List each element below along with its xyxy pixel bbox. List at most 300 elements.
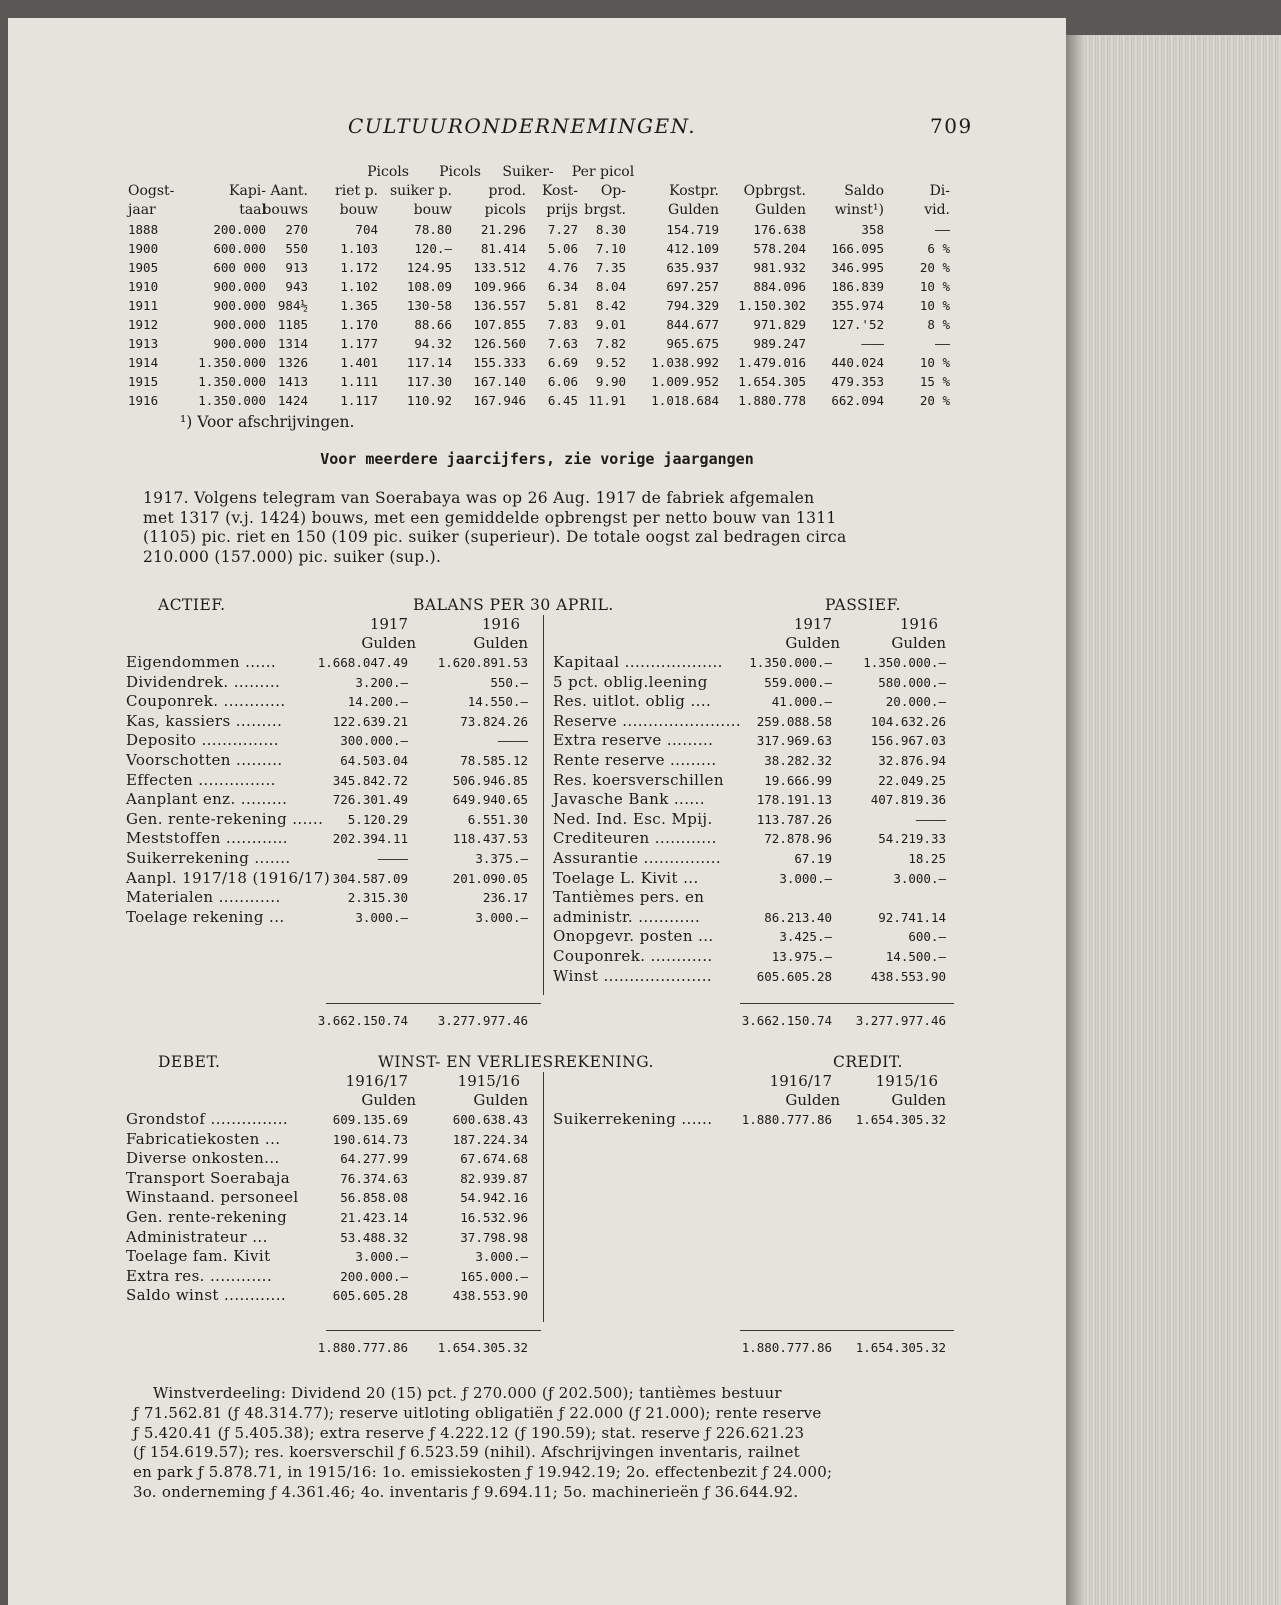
table-cell: 1911 [128,298,159,313]
table-cell: 8 % [927,317,950,332]
line-item-value: 600.— [908,929,946,945]
table-cell: 1.150.302 [738,298,806,313]
table-cell: 412.109 [666,241,719,256]
table-cell: 127.'52 [831,317,884,332]
line-item-label: Extra res. ............ [126,1266,273,1285]
line-item-label: Toelage fam. Kivit [126,1247,271,1266]
document-page [8,18,1066,1605]
line-item-value: 54.942.16 [460,1190,528,1206]
total-value: 3.277.977.46 [437,1013,528,1028]
table-cell: 1.880.778 [738,393,806,408]
column-unit: Gulden [473,1091,528,1109]
line-item-value: ———— [915,811,946,827]
table-cell: 1912 [128,317,159,332]
table-cell: 1326 [277,355,308,370]
line-item-value: 16.532.96 [460,1210,528,1225]
line-item-value: 21.423.14 [340,1210,408,1225]
line-item-label: Rente reserve ......... [553,751,717,769]
table-cell: 6.69 [547,355,578,370]
table-cell: 1.350.000 [198,355,266,370]
line-item-label: Voorschotten ......... [126,751,283,769]
table-header-cell: Aant. [270,183,308,199]
table-cell: 1905 [128,260,159,275]
table-row [8,298,1066,318]
table-header-cell: taal [239,202,266,218]
table-cell: 1.009.952 [651,374,719,389]
line-item-value: 345.842.72 [332,772,408,788]
line-item-value: 259.088.58 [756,713,832,729]
table-cell: 1413 [277,374,308,389]
section-title-left: DEBET. [158,1053,221,1071]
table-cell: 126.560 [473,336,526,351]
table-cell: 6.06 [547,374,578,389]
table-cell: 635.937 [666,260,719,275]
table-header-cell: Di- [929,183,950,199]
table-cell: 117.14 [406,355,452,370]
table-header-cell: Opbrgst. [743,183,806,199]
previous-years-note: Voor meerdere jaarcijfers, zie vorige jaargangen [320,450,754,468]
table-cell: 1.103 [340,241,378,256]
line-item-value: 86.213.40 [764,909,832,925]
line-item-label: Extra reserve ......... [553,731,714,750]
line-item-value: 113.787.26 [756,811,832,827]
table-cell: 5.81 [547,298,578,313]
table-cell: 167.946 [473,393,526,408]
line-item-value: 609.135.69 [332,1112,408,1127]
line-item-value: 649.940.65 [452,792,528,808]
line-item-value: 3.200.— [355,674,408,690]
table-cell: 10 % [919,279,950,294]
total-value: 3.662.150.74 [317,1013,408,1028]
column-unit: Gulden [473,634,528,652]
line-item-value: 156.967.03 [870,733,946,749]
table-cell: 1.102 [340,279,378,294]
paragraph-line: ƒ 5.420.41 (ƒ 5.405.38); extra reserve ƒ 4.222.12 (ƒ 190.59); stat. reserve ƒ 226.621.23 [133,1423,805,1442]
table-cell: 913 [285,260,308,275]
line-item-label: Toelage rekening ... [126,907,285,926]
table-cell: 600.000 [213,241,266,256]
line-item-value: 1.620.891.53 [437,655,528,670]
line-item-label: Dividendrek. ......... [126,672,281,691]
line-item-label: Winstaand. personeel [126,1188,299,1207]
line-item-label: Administrateur ... [126,1227,268,1246]
line-item-value: 1.654.305.32 [855,1112,946,1127]
line-item-value: 3.000.— [475,909,528,925]
table-cell: 7.10 [595,241,626,256]
table-header-cell: Picols [367,164,409,180]
section-title-center: WINST- EN VERLIESREKENING. [378,1053,654,1071]
book-page-edges [1066,35,1281,1605]
line-item-value: 550.— [490,674,528,690]
line-item-value: 122.639.21 [332,713,408,729]
table-cell: 6 % [927,241,950,256]
line-item-value: 20.000.— [885,694,946,710]
table-cell: 94.32 [414,336,452,351]
table-cell: 1.365 [340,298,378,313]
table-header-cell: riet p. [335,183,378,199]
table-cell: 9.52 [595,355,626,370]
table-cell: 7.83 [547,317,578,332]
table-cell: 155.333 [473,355,526,370]
table-cell: 107.855 [473,317,526,332]
section-title-right: PASSIEF. [825,596,901,614]
line-item-value: 1.880.777.86 [741,1112,832,1127]
table-cell: 4.76 [547,260,578,275]
table-cell: 900.000 [213,336,266,351]
line-item-label: Couponrek. ............ [126,692,286,711]
table-cell: 10 % [919,355,950,370]
line-item-value: 22.049.25 [878,772,946,788]
table-cell: 20 % [919,393,950,408]
table-cell: 88.66 [414,317,452,332]
line-item-value: 92.741.14 [878,909,946,925]
table-cell: 479.353 [831,374,884,389]
column-unit: Gulden [361,1091,416,1109]
table-row [8,241,1066,261]
line-item-label: 5 pct. oblig.leening [553,672,708,691]
table-row [8,279,1066,299]
table-row [8,393,1066,413]
table-cell: 900.000 [213,279,266,294]
line-item-value: 3.375.— [475,851,528,866]
column-unit: Gulden [891,634,946,652]
table-header-cell: Op- [600,183,626,199]
table-cell: 167.140 [473,374,526,389]
table-cell: 117.30 [406,374,452,389]
table-cell: 5.06 [547,241,578,256]
total-value: 1.880.777.86 [317,1340,408,1355]
table-header-cell: bouw [339,202,378,218]
table-cell: 133.512 [473,260,526,275]
table-cell: 15 % [919,374,950,389]
line-item-value: 3.000.— [893,870,946,886]
line-item-label: Suikerrekening ....... [126,849,291,867]
line-item-value: 165.000.— [460,1268,528,1284]
table-header-cell: Saldo [844,183,884,199]
column-unit: Gulden [785,634,840,652]
table-header-cell: winst¹) [834,202,884,218]
table-cell: 1910 [128,279,159,294]
line-item-value: 3.000.— [475,1249,528,1265]
table-header-cell: Kost- [541,183,578,199]
table-header-cell: prijs [546,202,578,218]
column-year: 1916/17 [345,1072,408,1090]
line-item-value: 190.614.73 [332,1131,408,1147]
column-year: 1917 [793,615,832,633]
table-header-cell: Per picol [571,164,635,180]
line-item-value: 18.25 [908,851,946,866]
table-cell: 20 % [919,260,950,275]
line-item-value: 13.975.— [771,949,832,964]
line-item-value: 104.632.26 [870,713,946,729]
table-cell: 900.000 [213,298,266,313]
line-item-value: 236.17 [482,890,528,906]
table-header-cell: vid. [924,202,950,218]
table-cell: 1.350.000 [198,393,266,408]
line-item-label: Assurantie ............... [553,849,722,867]
table-cell: 8.04 [595,279,626,294]
line-item-label: Winst ..................... [553,966,713,985]
table-cell: 1.018.684 [651,393,719,408]
line-item-label: Toelage L. Kivit ... [553,868,699,887]
column-year: 1916 [481,615,520,633]
table-cell: 176.638 [753,222,806,237]
table-cell: 578.204 [753,241,806,256]
line-item-label: Saldo winst ............ [126,1286,287,1305]
line-item-value: 64.277.99 [340,1151,408,1167]
line-item-value: 3.000.— [355,1249,408,1265]
table-cell: 7.82 [595,336,626,351]
table-cell: 11.91 [588,393,626,408]
table-cell: 1.401 [340,355,378,370]
table-header-cell: Oogst- [128,183,175,199]
line-item-value: 14.200.— [347,694,408,710]
total-rule [326,1003,541,1004]
table-cell: 9.90 [595,374,626,389]
table-cell: —— [934,222,950,237]
line-item-value: 187.224.34 [452,1131,528,1147]
table-cell: 884.096 [753,279,806,294]
table-cell: 1.479.016 [738,355,806,370]
line-item-label: Ned. Ind. Esc. Mpij. [553,809,713,828]
line-item-label: Kas, kassiers ......... [126,711,283,730]
table-cell: 1913 [128,336,159,351]
line-item-label: Res. koersverschillen [553,770,724,789]
table-cell: 1.172 [340,260,378,275]
line-item-value: 317.969.63 [756,733,832,749]
line-item-label: Effecten ............... [126,770,276,789]
table-cell: ——— [861,336,884,351]
paragraph-line: Winstverdeeling: Dividend 20 (15) pct. ƒ 270.000 (ƒ 202.500); tantièmes bestuur [153,1384,782,1402]
table-cell: 981.932 [753,260,806,275]
line-item-label: Aanplant enz. ......... [126,790,288,809]
line-item-value: 82.939.87 [460,1170,528,1186]
column-unit: Gulden [361,634,416,652]
table-cell: 166.095 [831,241,884,256]
table-row [8,260,1066,280]
line-item-label: Meststoffen ............ [126,829,288,848]
table-cell: 900.000 [213,317,266,332]
table-cell: 704 [355,222,378,237]
line-item-value: 76.374.63 [340,1170,408,1186]
line-item-label: Diverse onkosten... [126,1149,280,1168]
table-cell: 6.45 [547,393,578,408]
table-cell: 1.177 [340,336,378,351]
page-number: 709 [930,114,973,138]
total-rule [740,1330,954,1331]
line-item-value: 64.503.04 [340,753,408,768]
table-cell: 971.829 [753,317,806,332]
line-item-value: 72.878.96 [764,831,832,847]
line-item-value: 438.553.90 [870,968,946,984]
line-item-value: 506.946.85 [452,772,528,788]
table-cell: 120.— [414,241,452,256]
column-year: 1916/17 [769,1072,832,1090]
line-item-value: 38.282.32 [764,753,832,768]
total-value: 3.662.150.74 [741,1013,832,1028]
table-cell: 1888 [128,222,159,237]
line-item-value: 5.120.29 [347,811,408,827]
table-cell: 6.34 [547,279,578,294]
table-cell: 108.09 [406,279,452,294]
table-cell: 154.719 [666,222,719,237]
table-header-cell: prod. [488,183,526,199]
column-year: 1915/16 [457,1072,520,1090]
table-cell: 1.111 [340,374,378,389]
table-cell: 1.038.992 [651,355,719,370]
line-item-value: 41.000.— [771,694,832,710]
line-item-label: Onopgevr. posten ... [553,927,714,946]
table-cell: 1424 [277,393,308,408]
table-cell: 600 000 [213,260,266,275]
line-item-value: 67.674.68 [460,1151,528,1167]
column-unit: Gulden [785,1091,840,1109]
line-item-value: 54.219.33 [878,831,946,847]
total-value: 1.654.305.32 [437,1340,528,1355]
line-item-label: Transport Soerabaja [126,1168,291,1187]
table-header-cell: bouws [262,202,308,218]
section-title-left: ACTIEF. [158,596,226,614]
table-header-cell: bouw [413,202,452,218]
column-divider [543,1072,544,1322]
line-item-label: Res. uitlot. oblig .... [553,692,712,711]
table-header-cell: brgst. [584,202,626,218]
table-cell: 697.257 [666,279,719,294]
line-item-value: 605.605.28 [332,1288,408,1304]
table-cell: 200.000 [213,222,266,237]
table-cell: 1914 [128,355,159,370]
table-cell: 9.01 [595,317,626,332]
table-cell: 346.995 [831,260,884,275]
line-item-label: Gen. rente-rekening ...... [126,809,324,828]
table-cell: 1900 [128,241,159,256]
table-row [8,336,1066,356]
column-unit: Gulden [891,1091,946,1109]
table-cell: 662.094 [831,393,884,408]
line-item-value: 3.425.— [779,929,832,945]
line-item-value: 67.19 [794,851,832,866]
column-divider [543,615,544,995]
line-item-value: 407.819.36 [870,792,946,808]
line-item-value: 300.000.— [340,733,408,749]
column-year: 1916 [899,615,938,633]
table-header-cell: Gulden [668,202,719,218]
table-cell: 270 [285,222,308,237]
line-item-label: Deposito ............... [126,731,279,750]
table-cell: —— [934,336,950,351]
line-item-value: 37.798.98 [460,1229,528,1245]
table-cell: 440.024 [831,355,884,370]
line-item-label: administr. ............ [553,907,701,926]
line-item-value: 14.500.— [885,949,946,964]
line-item-label: Gen. rente-rekening [126,1208,288,1226]
table-header-cell: Suiker- [502,164,554,180]
line-item-value: 600.638.43 [452,1112,528,1127]
table-header-cell: suiker p. [389,183,452,199]
line-item-value: 605.605.28 [756,968,832,984]
paragraph-line: (ƒ 154.619.57); res. koersverschil ƒ 6.523.59 (nihil). Afschrijvingen inventaris, railnet [133,1443,800,1462]
table-cell: 1.350.000 [198,374,266,389]
table-header-row [8,164,1066,184]
paragraph-line: (1105) pic. riet en 150 (109 pic. suiker (superieur). De totale oogst zal bedragen circa [143,528,847,546]
line-item-value: 1.350.000.— [749,655,832,670]
section-title-right: CREDIT. [833,1053,903,1071]
table-cell: 794.329 [666,298,719,313]
line-item-label: Tantièmes pers. en [553,888,705,907]
line-item-value: 56.858.08 [340,1190,408,1206]
line-item-value: ———— [377,851,408,866]
line-item-label: Eigendommen ...... [126,653,277,671]
line-item-label: Materialen ............ [126,888,281,907]
table-cell: 1.170 [340,317,378,332]
table-cell: 355.974 [831,298,884,313]
table-cell: 1915 [128,374,159,389]
table-cell: 1916 [128,393,159,408]
line-item-label: Kapitaal ................... [553,653,723,671]
table-cell: 81.414 [480,241,526,256]
line-item-value: 14.550.— [467,694,528,710]
table-cell: 78.80 [414,222,452,237]
table-row [8,374,1066,394]
total-value: 1.880.777.86 [741,1340,832,1355]
paragraph-line: met 1317 (v.j. 1424) bouws, met een gemiddelde opbrengst per netto bouw van 1311 [143,508,837,527]
line-item-value: 1.350.000.— [863,655,946,670]
section-title-center: BALANS PER 30 APRIL. [413,596,614,614]
paragraph-line: en park ƒ 5.878.71, in 1915/16: 1o. emissiekosten ƒ 19.942.19; 2o. effectenbezit ƒ 24.000; [133,1463,833,1482]
table-cell: 136.557 [473,298,526,313]
table-cell: 984½ [277,298,308,313]
table-cell: 1185 [277,317,308,332]
table-cell: 110.92 [406,393,452,408]
line-item-label: Couponrek. ............ [553,947,713,965]
column-year: 1915/16 [875,1072,938,1090]
table-footnote: ¹) Voor afschrijvingen. [180,413,355,431]
line-item-value: 6.551.30 [467,811,528,827]
table-cell: 1.654.305 [738,374,806,389]
table-header-cell: Picols [439,164,481,180]
line-item-value: 178.191.13 [756,792,832,808]
table-cell: 21.296 [480,222,526,237]
table-header-cell: jaar [128,202,156,218]
line-item-value: 559.000.— [764,674,832,690]
table-row [8,317,1066,337]
table-cell: 10 % [919,298,950,313]
table-cell: 550 [285,241,308,256]
line-item-label: Aanpl. 1917/18 (1916/17) [126,868,331,887]
line-item-value: ———— [497,733,528,749]
table-header-row [8,183,1066,203]
table-cell: 186.839 [831,279,884,294]
line-item-label: Suikerrekening ...... [553,1110,713,1128]
table-cell: 358 [861,222,884,237]
table-header-cell: Kapi- [229,183,266,199]
line-item-label: Javasche Bank ...... [553,790,705,809]
column-year: 1917 [369,615,408,633]
book-gutter-shadow [1066,35,1084,1605]
table-cell: 109.966 [473,279,526,294]
table-header-cell: Kostpr. [669,183,719,199]
line-item-value: 3.000.— [779,870,832,886]
line-item-value: 32.876.94 [878,753,946,768]
table-row [8,222,1066,242]
line-item-label: Reserve ....................... [553,711,742,730]
paragraph-line: 210.000 (157.000) pic. suiker (sup.). [143,547,442,566]
line-item-value: 726.301.49 [332,792,408,808]
table-cell: 124.95 [406,260,452,275]
table-cell: 7.63 [547,336,578,351]
line-item-label: Crediteuren ............ [553,829,717,848]
table-cell: 8.42 [595,298,626,313]
